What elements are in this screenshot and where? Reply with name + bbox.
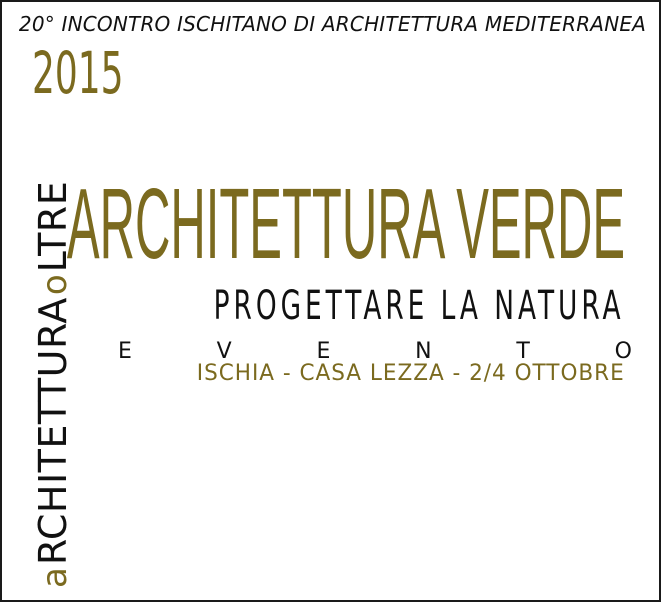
- event-letter: N: [415, 339, 432, 364]
- subtitle: PROGETTARE LA NATURA: [214, 283, 625, 329]
- year-label: 2015: [32, 39, 124, 107]
- event-letter: E: [118, 339, 132, 364]
- event-letter: T: [516, 339, 530, 364]
- brand-connector: o: [35, 274, 75, 296]
- top-heading: 20° INCONTRO ISCHITANO DI ARCHITETTURA MEDITERRANEA: [18, 12, 647, 36]
- main-title: ARCHITETTURA VERDE: [66, 168, 625, 280]
- event-letter: O: [614, 339, 632, 364]
- event-letter: E: [316, 339, 331, 364]
- brand-first-word: RCHITETTURA: [31, 297, 75, 566]
- event-letter: V: [216, 339, 232, 364]
- brand-prefix: a: [35, 567, 75, 588]
- event-location: ISCHIA - CASA LEZZA - 2/4 OTTOBRE: [197, 361, 625, 386]
- brand-second-word: LTRE: [31, 180, 75, 273]
